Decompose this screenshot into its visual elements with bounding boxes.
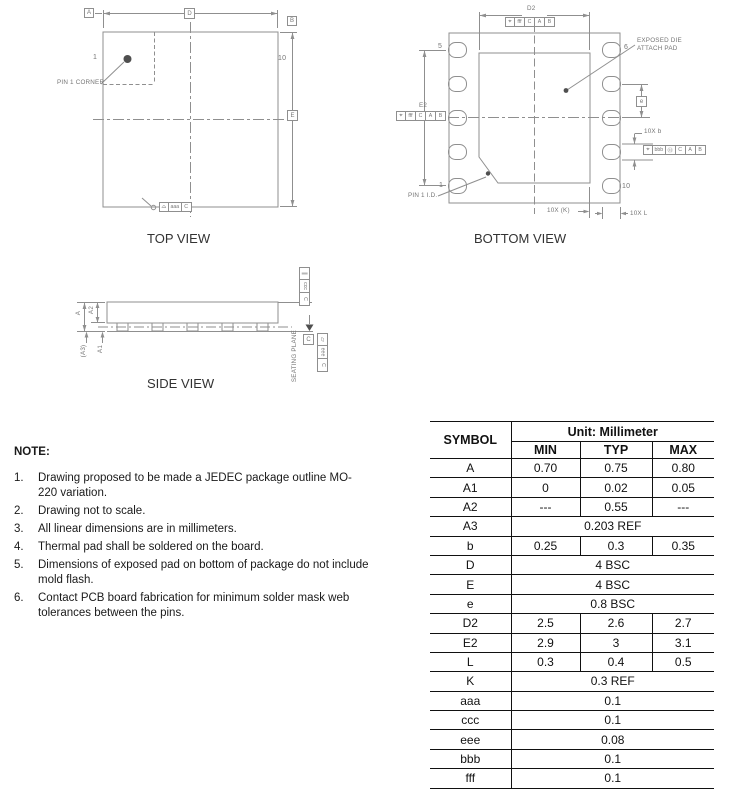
note-number: 4.	[14, 541, 24, 553]
pin	[449, 43, 467, 58]
min-cell: 2.9	[511, 633, 580, 652]
value-span-cell: 4 BSC	[511, 555, 714, 574]
min-cell: 2.5	[511, 614, 580, 633]
fcf-cell: C	[317, 359, 328, 372]
pin	[603, 179, 621, 194]
symbol-cell: A	[430, 459, 511, 478]
dim-a-label: A	[75, 310, 82, 316]
table-row	[430, 769, 714, 788]
pin6-label: 6	[624, 44, 629, 51]
symbol-cell: bbb	[430, 749, 511, 768]
fcf-cell: A	[686, 145, 696, 155]
fcf-cell: ▱	[317, 333, 328, 346]
table-row	[430, 691, 714, 710]
fcf-d2-frame	[505, 17, 555, 27]
fcf-ccc-frame	[299, 267, 310, 306]
symbol-cell: b	[430, 536, 511, 555]
value-span-cell: 0.8 BSC	[511, 594, 714, 613]
pitch-e-box: e	[636, 96, 647, 107]
fcf-cell: C	[416, 111, 426, 121]
note-text: Dimensions of exposed pad on bottom of package do not include mold flash.	[38, 559, 369, 586]
dim-b-label: 10X b	[644, 128, 662, 135]
pin	[603, 77, 621, 92]
fcf-cell: eee	[317, 346, 328, 359]
unit-header: Unit: Millimeter	[511, 422, 714, 442]
max-cell: 3.1	[652, 633, 714, 652]
symbol-cell: A1	[430, 478, 511, 497]
fcf-cell: ⌖	[505, 17, 515, 27]
fcf-cell: fff	[515, 17, 525, 27]
symbol-cell: D2	[430, 614, 511, 633]
symbol-column-header: SYMBOL	[430, 422, 511, 459]
typ-cell: 0.02	[580, 478, 652, 497]
fcf-cell: B	[436, 111, 446, 121]
dim-e2-label: E2	[419, 102, 428, 109]
table-row	[430, 614, 714, 633]
dim-l-label: 10X L	[630, 210, 648, 217]
pin5-label: 5	[438, 43, 443, 50]
min-cell: 0.3	[511, 652, 580, 671]
dim-e-box: E	[287, 110, 298, 121]
max-cell: 0.35	[652, 536, 714, 555]
dim-a1-label: A1	[97, 344, 104, 354]
dim-d-box: D	[184, 8, 195, 19]
symbol-cell: ccc	[430, 711, 511, 730]
datum-b-box: B	[287, 16, 297, 26]
symbol-cell: D	[430, 555, 511, 574]
max-cell: ---	[652, 497, 714, 516]
min-cell: ---	[511, 497, 580, 516]
top-view-title: TOP VIEW	[147, 231, 211, 246]
fcf-cell: Ⓜ	[666, 145, 676, 155]
typ-cell: 0.55	[580, 497, 652, 516]
dim-a3-label: (A3)	[80, 344, 87, 358]
value-span-cell: 0.1	[511, 711, 714, 730]
pin1-id-label: PIN 1 I.D.	[408, 192, 438, 199]
note-item	[14, 591, 414, 621]
pin1-label-top: 1	[93, 54, 98, 61]
pin10-label-top: 10	[278, 55, 287, 62]
typ-cell: 0.3	[580, 536, 652, 555]
note-number: 2.	[14, 505, 24, 517]
note-text: All linear dimensions are in millimeters.	[38, 523, 237, 535]
fcf-cell: bbb	[653, 145, 666, 155]
fcf-cell: C	[299, 293, 310, 306]
value-span-cell: 4 BSC	[511, 575, 714, 594]
max-cell: 0.5	[652, 652, 714, 671]
bottom-view-title: BOTTOM VIEW	[474, 231, 567, 246]
fcf-aaa-frame	[159, 202, 192, 212]
min-column-header: MIN	[511, 442, 580, 459]
min-cell: 0.70	[511, 459, 580, 478]
notes-section	[14, 446, 414, 624]
package-body-side	[107, 302, 278, 323]
note-item	[14, 540, 414, 555]
symbol-cell: L	[430, 652, 511, 671]
fcf-cell: fff	[406, 111, 416, 121]
typ-cell: 3	[580, 633, 652, 652]
table-row	[430, 672, 714, 691]
pin	[449, 145, 467, 160]
min-cell: 0	[511, 478, 580, 497]
fcf-b-frame	[643, 145, 706, 155]
table-row	[430, 652, 714, 671]
symbol-cell: A3	[430, 517, 511, 536]
value-span-cell: 0.1	[511, 769, 714, 788]
table-row	[430, 711, 714, 730]
datum-a-box: A	[84, 8, 94, 18]
seating-datum-triangle	[306, 325, 314, 332]
symbol-cell: aaa	[430, 691, 511, 710]
symbol-cell: A2	[430, 497, 511, 516]
fcf-cell: B	[696, 145, 706, 155]
table-row	[430, 575, 714, 594]
table-row	[430, 730, 714, 749]
fcf-cell: A	[426, 111, 436, 121]
symbol-cell: E2	[430, 633, 511, 652]
table-row	[430, 555, 714, 574]
max-cell: 2.7	[652, 614, 714, 633]
note-item	[14, 504, 414, 519]
fcf-cell: ⌓	[159, 202, 169, 212]
table-row	[430, 749, 714, 768]
table-row	[430, 517, 714, 536]
seating-plane-label: SEATING PLANE	[291, 329, 298, 383]
note-text: Thermal pad shall be soldered on the board.	[38, 541, 264, 553]
value-span-cell: 0.1	[511, 749, 714, 768]
pin1-id-dot	[486, 171, 490, 175]
symbol-cell: e	[430, 594, 511, 613]
table-row	[430, 536, 714, 555]
note-number: 6.	[14, 592, 24, 604]
note-number: 3.	[14, 523, 24, 535]
dim-d2-label: D2	[527, 5, 536, 12]
bottom-view-lines	[419, 12, 653, 219]
table-row	[430, 633, 714, 652]
pin10-label-bottom: 10	[622, 183, 631, 190]
max-cell: 0.05	[652, 478, 714, 497]
pin1-corner-label: PIN 1 CORNER	[57, 79, 105, 86]
max-column-header: MAX	[652, 442, 714, 459]
side-view-lines	[77, 302, 314, 343]
pin1-dot	[124, 55, 132, 63]
pin1-label-bottom: 1	[439, 182, 444, 189]
typ-cell: 0.4	[580, 652, 652, 671]
value-span-cell: 0.08	[511, 730, 714, 749]
fcf-e2-frame	[396, 111, 446, 121]
dimension-table	[430, 421, 714, 789]
symbol-cell: eee	[430, 730, 511, 749]
top-view-lines	[93, 10, 297, 217]
fcf-cell: aaa	[169, 202, 182, 212]
notes-heading: NOTE:	[14, 446, 50, 458]
fcf-cell: ⌖	[643, 145, 653, 155]
symbol-cell: E	[430, 575, 511, 594]
fcf-cell: C	[182, 202, 192, 212]
note-item	[14, 471, 414, 501]
value-span-cell: 0.3 REF	[511, 672, 714, 691]
table-row	[430, 459, 714, 478]
datum-c-box: C	[303, 334, 314, 345]
table-row	[430, 497, 714, 516]
note-number: 1.	[14, 472, 24, 484]
note-text: Contact PCB board fabrication for minimum solder mask web tolerances between the pins.	[38, 592, 350, 619]
typ-column-header: TYP	[580, 442, 652, 459]
typ-cell: 2.6	[580, 614, 652, 633]
dim-a2-label: A2	[88, 305, 95, 315]
table-header-row	[430, 422, 714, 442]
note-item	[14, 522, 414, 537]
side-view-title: SIDE VIEW	[147, 376, 215, 391]
exposed-pad-label-line1: EXPOSED DIE	[637, 37, 682, 44]
exposed-pad-leader	[567, 45, 635, 90]
fcf-cell: ∥	[299, 267, 310, 280]
pin1-leader	[101, 62, 124, 84]
fcf-cell: A	[535, 17, 545, 27]
fcf-cell: C	[525, 17, 535, 27]
fcf-cell: ⌖	[396, 111, 406, 121]
table-row	[430, 594, 714, 613]
notes-list	[14, 471, 414, 621]
symbol-cell: fff	[430, 769, 511, 788]
min-cell: 0.25	[511, 536, 580, 555]
fcf-cell: B	[545, 17, 555, 27]
note-number: 5.	[14, 559, 24, 571]
fcf-cell: ccc	[299, 280, 310, 293]
fcf-eee-frame	[317, 333, 328, 372]
symbol-cell: K	[430, 672, 511, 691]
pin	[603, 145, 621, 160]
note-text: Drawing not to scale.	[38, 505, 146, 517]
typ-cell: 0.75	[580, 459, 652, 478]
pin	[449, 77, 467, 92]
max-cell: 0.80	[652, 459, 714, 478]
dimension-table-wrap	[430, 421, 714, 789]
pin	[603, 43, 621, 58]
value-span-cell: 0.1	[511, 691, 714, 710]
note-text: Drawing proposed to be made a JEDEC package outline MO- 220 variation.	[38, 472, 352, 499]
note-item	[14, 558, 414, 588]
fcf-cell: C	[676, 145, 686, 155]
dim-k-label: 10X (K)	[547, 207, 570, 214]
value-span-cell: 0.203 REF	[511, 517, 714, 536]
table-row	[430, 478, 714, 497]
exposed-pad-label-line2: ATTACH PAD	[637, 45, 678, 52]
